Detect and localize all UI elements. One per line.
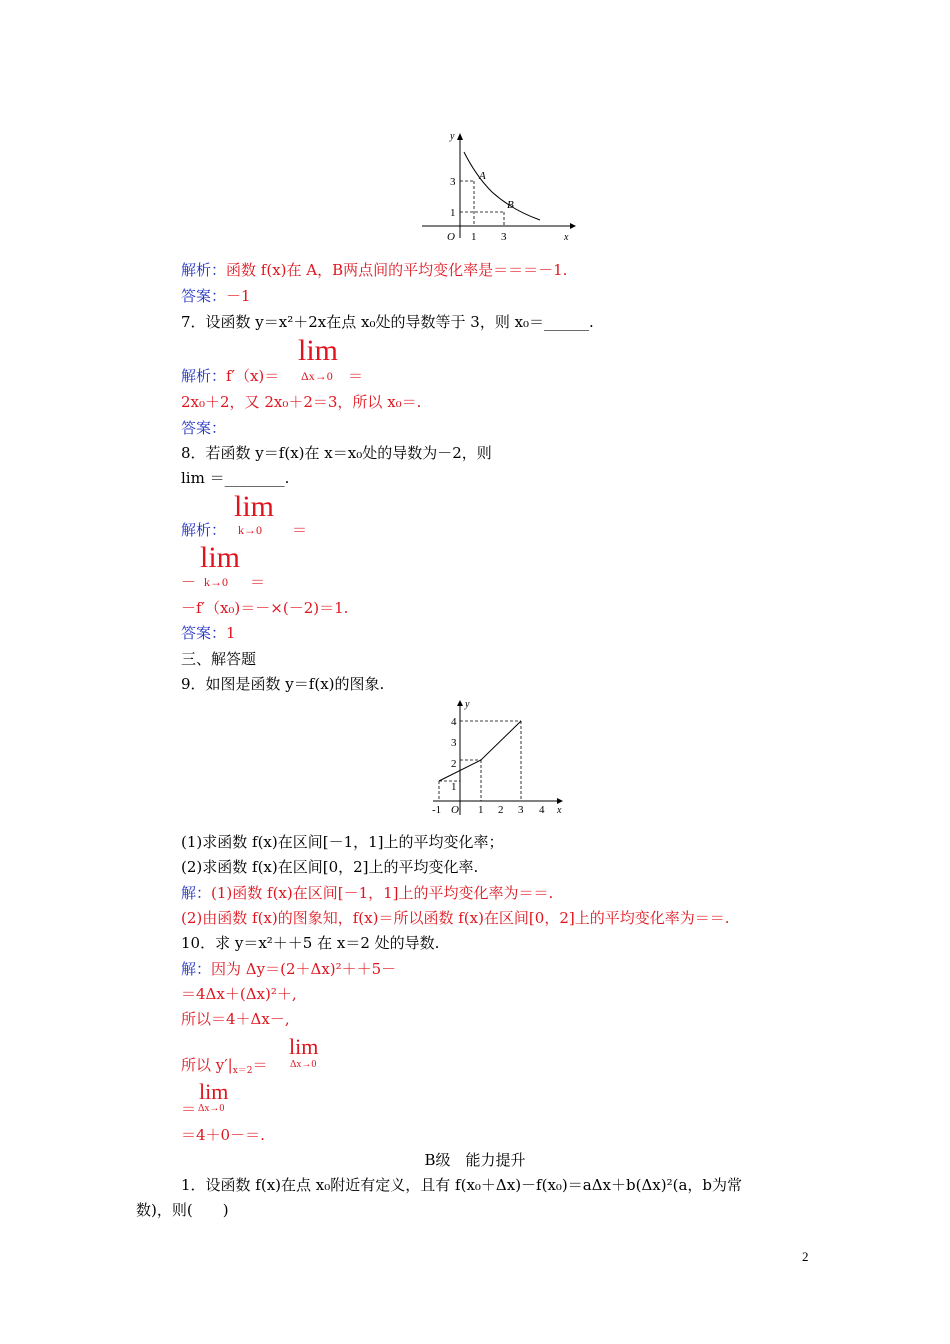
q10-solution-2: ＝4Δx＋(Δx)²＋,	[181, 985, 297, 1003]
q10-sol4-sub: x＝2	[232, 1066, 253, 1076]
q10-lim-1: lim	[289, 1034, 319, 1059]
answer-label: 答案：	[181, 287, 227, 305]
solution-label: 解：	[181, 960, 212, 978]
y-axis-label: y	[465, 699, 470, 710]
q8-lim-sub-1: k→0	[238, 523, 262, 537]
q8-eq-1: ＝	[292, 521, 308, 539]
q9-part2: (2)求函数 f(x)在区间[0，2]上的平均变化率.	[181, 858, 479, 876]
solution-label: 解：	[181, 884, 212, 902]
q8-lim-1: lim	[234, 490, 275, 523]
x-tick-3: 3	[518, 804, 524, 816]
q7-answer: 答案：	[181, 419, 227, 437]
decay-curve	[464, 152, 540, 220]
q9-question: 9．如图是函数 y＝f(x)的图象.	[181, 675, 385, 693]
q8-lim-2: lim	[200, 541, 241, 574]
q10-lim-sub-2: Δx→0	[198, 1103, 225, 1114]
y-axis-arrow	[457, 133, 463, 140]
y-tick-3: 3	[451, 737, 457, 749]
q10-sol4-eq: ＝	[252, 1056, 268, 1074]
q6-analysis	[181, 260, 567, 280]
q10-solution-3: 所以＝4＋Δx－,	[181, 1010, 290, 1028]
q10-solution-1	[181, 959, 396, 979]
point-b-label: B	[507, 199, 514, 211]
origin-label: O	[451, 804, 459, 816]
q8-line3: －f′（x₀)＝－×(－2)＝1.	[181, 599, 349, 617]
x-tick-1: 1	[478, 804, 484, 816]
q10-question: 10．求 y＝x²＋＋5 在 x＝2 处的导数.	[181, 934, 440, 952]
analysis-label: 解析：	[181, 521, 227, 539]
q10-lim-2: lim	[199, 1079, 229, 1104]
q6-answer	[181, 286, 251, 306]
point-a-label: A	[479, 170, 486, 182]
x-axis-label: x	[564, 232, 569, 243]
q9-sol1-text: (1)函数 f(x)在区间[－1，1]上的平均变化率为＝＝.	[211, 884, 554, 902]
q10-solution-6: ＝4＋0－＝.	[181, 1126, 265, 1144]
q8-question: 8．若函数 y＝f(x)在 x＝x₀处的导数为－2，则	[181, 444, 492, 462]
level-b-title: B级 能力提升	[424, 1151, 526, 1169]
q8-lim-sub-2: k→0	[204, 575, 228, 589]
x-axis-label: x	[557, 805, 562, 816]
q10-lim-sub-1: Δx→0	[290, 1059, 317, 1070]
analysis-label: 解析：	[181, 367, 227, 385]
piecewise-graph-figure	[425, 697, 575, 821]
y-tick-1: 1	[451, 781, 457, 793]
q7-eq: ＝	[348, 367, 364, 385]
x-tick-4: 4	[539, 804, 545, 816]
y-tick-4: 4	[451, 716, 457, 728]
function-graph	[439, 721, 521, 781]
x-tick-2: 2	[498, 804, 504, 816]
q7-line2: 2x₀＋2，又 2x₀＋2＝3，所以 x₀＝.	[181, 393, 422, 411]
answer-label: 答案：	[181, 624, 227, 642]
q7-analysis-text: f′（x)＝	[226, 367, 280, 385]
x-tick-neg1: -1	[432, 804, 442, 816]
q7-question: 7．设函数 y＝x²＋2x在点 x₀处的导数等于 3，则 x₀＝______.	[181, 313, 594, 331]
q10-sol4-prefix: 所以 y′|	[181, 1056, 233, 1074]
y-axis-arrow	[457, 700, 463, 706]
q7-lim-sub: Δx→0	[301, 369, 333, 383]
decay-curve-figure	[412, 126, 582, 244]
y-tick-3: 3	[450, 176, 456, 188]
x-tick-1: 1	[471, 231, 477, 243]
q10-solution-4	[181, 1055, 268, 1081]
y-tick-1: 1	[450, 207, 456, 219]
analysis-label: 解析：	[181, 261, 227, 279]
q9-part1: (1)求函数 f(x)在区间[－1，1]上的平均变化率；	[181, 833, 504, 851]
q9-solution-1	[181, 883, 553, 903]
b1-question: 1．设函数 f(x)在点 x₀附近有定义，且有 f(x₀＋Δx)－f(x₀)＝aΔx＋b(Δx)²(a，b为常	[181, 1176, 743, 1194]
q6-answer-text: －1	[226, 287, 251, 305]
y-tick-2: 2	[451, 758, 457, 770]
b1-question-cont: 数)，则( )	[136, 1201, 229, 1219]
x-axis-arrow	[570, 223, 576, 229]
x-axis-arrow	[557, 798, 563, 804]
q9-solution-2: (2)由函数 f(x)的图象知，f(x)＝所以函数 f(x)在区间[0，2]上的平均变化率为＝＝.	[181, 909, 730, 927]
origin-label: O	[447, 231, 455, 243]
q8-answer	[181, 623, 236, 643]
q8-minus: －	[181, 573, 197, 591]
q10-sol1-text: 因为 Δy＝(2＋Δx)²＋＋5－	[211, 960, 397, 978]
q8-answer-text: 1	[226, 624, 236, 642]
q7-lim: lim	[298, 334, 339, 367]
y-axis-label: y	[450, 131, 455, 142]
q7-analysis	[181, 366, 279, 386]
q8-eq-2: ＝	[250, 573, 266, 591]
page-number: 2	[802, 1249, 809, 1264]
q10-solution-5: ＝	[181, 1100, 197, 1118]
q8-question2: lim ＝________.	[181, 469, 290, 487]
x-tick-3: 3	[501, 231, 507, 243]
section-title: 三、解答题	[181, 650, 257, 668]
q6-analysis-text: 函数 f(x)在 A，B两点间的平均变化率是＝＝＝－1.	[226, 261, 568, 279]
